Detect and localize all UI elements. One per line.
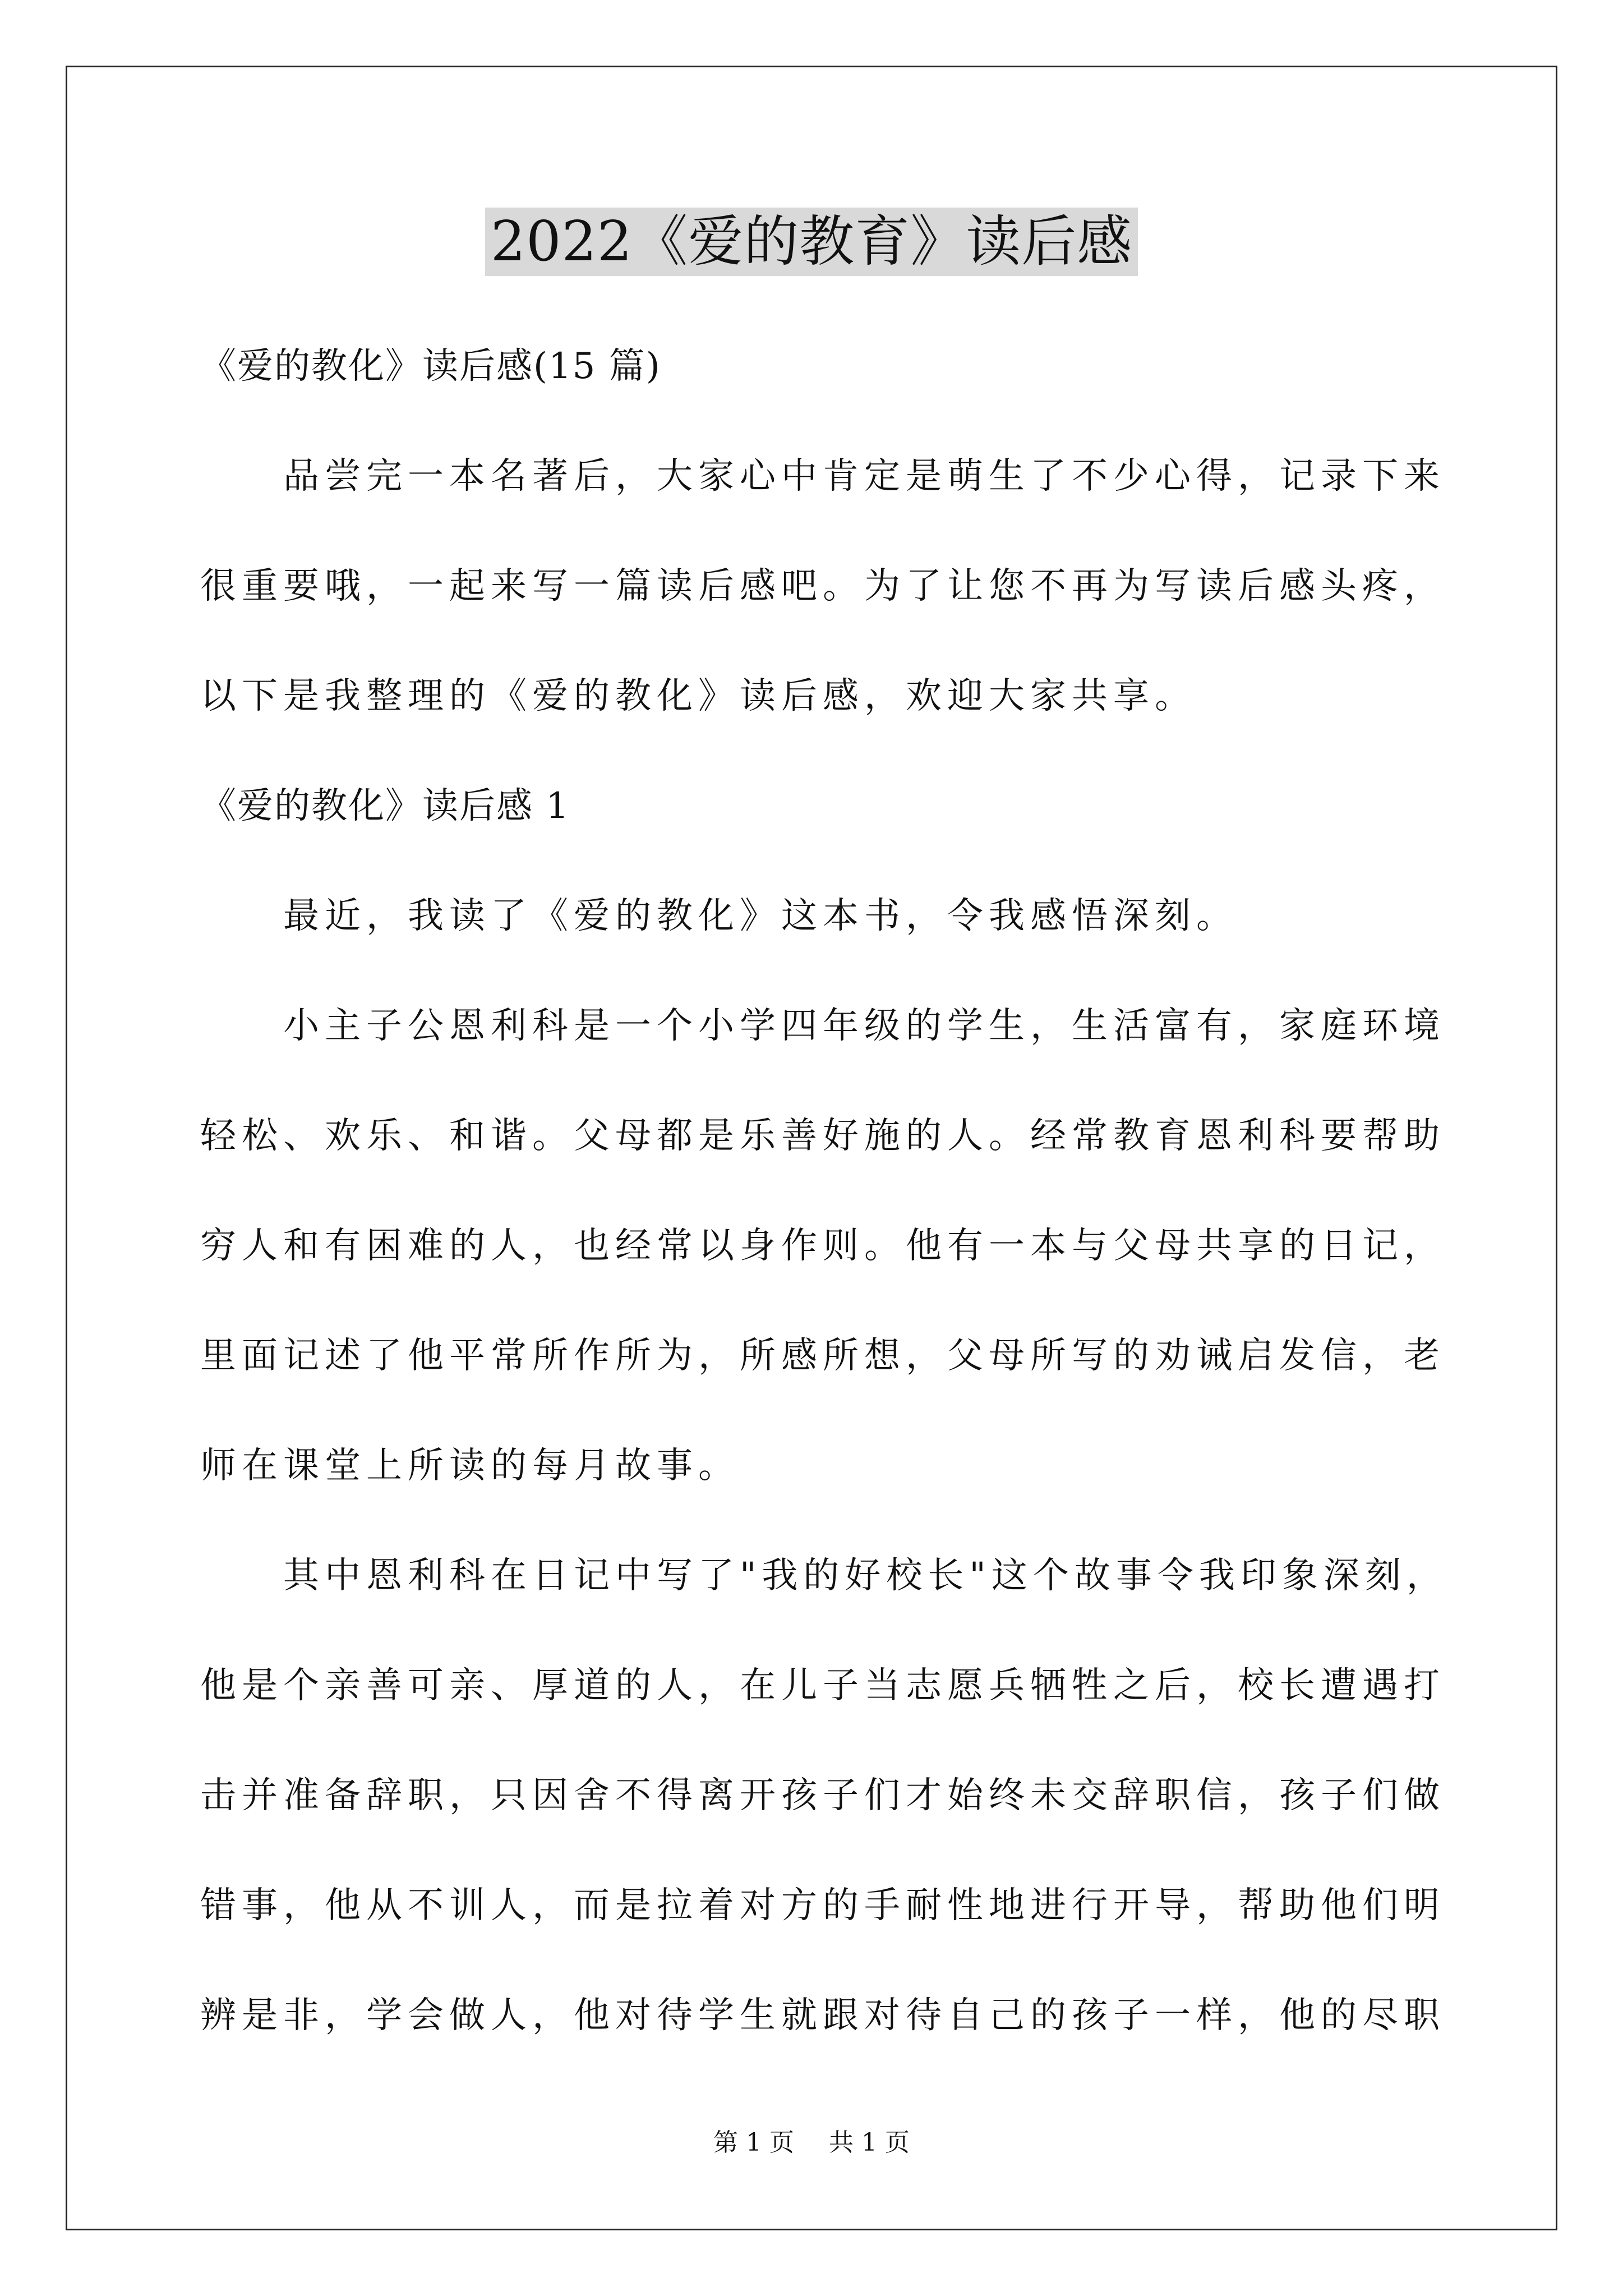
- body-line: 击并准备辞职，只因舍不得离开孩子们才始终未交辞职信，孩子们做: [200, 1775, 1445, 1816]
- document-title-text: 2022《爱的教育》读后感: [485, 208, 1138, 276]
- section-heading: 《爱的教化》读后感(15 篇): [200, 346, 661, 387]
- body-line: 轻松、欢乐、和谐。父母都是乐善好施的人。经常教育恩利科要帮助: [200, 1115, 1445, 1157]
- body-line: 其中恩利科在日记中写了"我的好校长"这个故事令我印象深刻，: [283, 1555, 1448, 1596]
- body-line: 他是个亲善可亲、厚道的人，在儿子当志愿兵牺牲之后，校长遭遇打: [200, 1665, 1445, 1706]
- document-body: [200, 311, 1448, 2070]
- body-line: 师在课堂上所读的每月故事。: [200, 1445, 740, 1487]
- section-heading: 《爱的教化》读后感 1: [200, 785, 570, 827]
- body-line: 很重要哦，一起来写一篇读后感吧。为了让您不再为写读后感头疼，: [200, 565, 1445, 607]
- body-line: 品尝完一本名著后，大家心中肯定是萌生了不少心得，记录下来: [283, 455, 1445, 497]
- body-line: 错事，他从不训人，而是拉着对方的手耐性地进行开导，帮助他们明: [200, 1885, 1445, 1926]
- page-total: 共 1 页: [829, 2128, 910, 2157]
- body-line: 穷人和有困难的人，也经常以身作则。他有一本与父母共享的日记，: [200, 1225, 1445, 1267]
- body-line: 里面记述了他平常所作所为，所感所想，父母所写的劝诫启发信，老: [200, 1335, 1445, 1377]
- page-number: 第 1 页: [713, 2128, 794, 2157]
- body-line: 小主子公恩利科是一个小学四年级的学生，生活富有，家庭环境: [283, 1005, 1445, 1047]
- document-title: [0, 205, 1623, 278]
- body-line: 辨是非，学会做人，他对待学生就跟对待自己的孩子一样，他的尽职: [200, 1995, 1445, 2036]
- body-line: 最近，我读了《爱的教化》这本书，令我感悟深刻。: [283, 895, 1238, 937]
- body-line: 以下是我整理的《爱的教化》读后感，欢迎大家共享。: [200, 675, 1196, 717]
- page-footer: [0, 2126, 1623, 2160]
